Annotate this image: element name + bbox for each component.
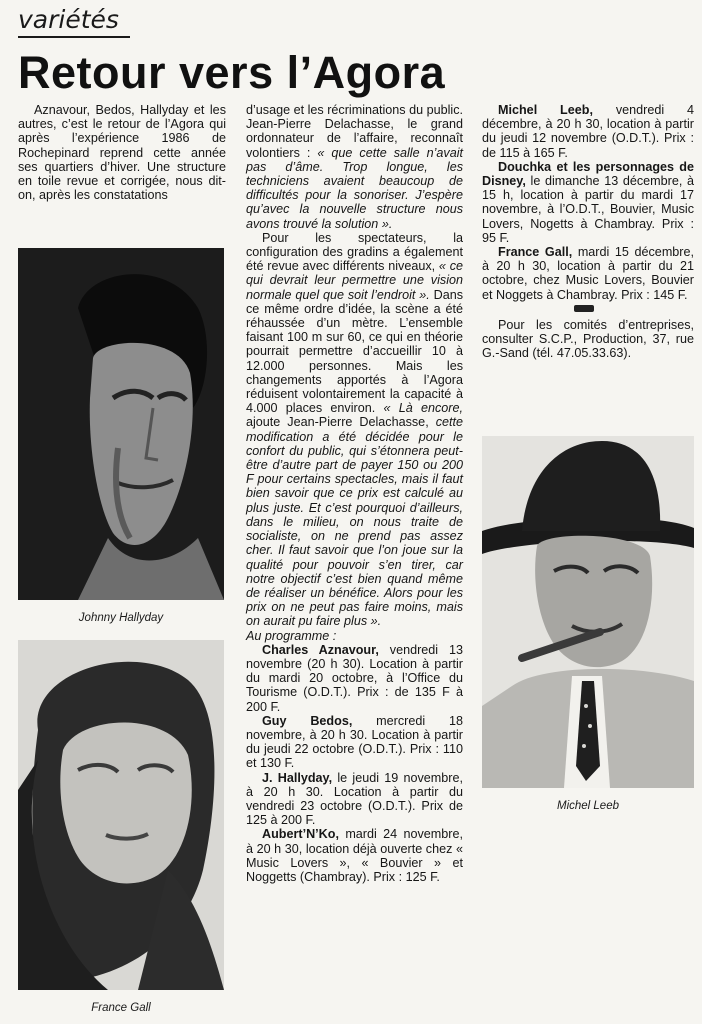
article-column-3 <box>482 103 694 361</box>
closing-paragraph: Pour les comités d’entreprises, consulter S.C.P., Production, 37, rue G.-Sand (tél. 47.05.33.63). <box>482 318 694 361</box>
listing-aznavour: Charles Aznavour, vendredi 13 novembre (20 h 30). Location à partir du mardi 20 octobre, à l’Office du Tourisme (O.D.T.). Prix : de 135 F à 200 F. <box>246 642 463 714</box>
photo-france-gall <box>18 640 224 990</box>
listing-michel-leeb: Michel Leeb, vendredi 4 décembre, à 20 h 30, location à partir du jeudi 12 novembre (O.D.T.). Prix : de 115 à 165 F. <box>482 103 695 160</box>
paragraph-spectateurs: Pour les spectateurs, la configuration des gradins a également été revue avec différents niveaux, « ce qui devrait leur permettre une vision normale quel que soit l’endroit ». Dans ce même ordre d’idée, la scène a été réhaussée d’un mètre. L’ensemble faisant 100 m sur 60, ce qui en théorie pourrait permettre d’accueillir 10 à 12.000 personnes. Mais les changements apportés à l’Agora réduisent volontairement la capacité à 4.000 places environ. « Là encore, ajoute Jean-Pierre Delachasse, cette modification a été décidée pour le confort du public, qui s’étonnera peut-être d’autre part de payer 150 ou 200 F pour certains spectacles, mais il faut bien savoir que ce prix est calculé au plus juste. Et c’est pourquoi d’ailleurs, dans le milieu, on nous traite de socialiste, on ne prend pas assez cher. Il faut savoir que l’on joue sur la qualité pour pouvoir s’en tirer, car notre objectif c’est bien quand même de réaliser un bénéfice. Alors pour les prix on ne peut pas faire moins, mais on aurait pu faire plus ». <box>246 230 464 629</box>
caption-france-gall: France Gall <box>91 1002 151 1014</box>
listing-hallyday: J. Hallyday, le jeudi 19 novembre, à 20 h 30. Location à partir du vendredi 23 octobre (O.D.T.). Prix de 125 à 200 F. <box>246 770 463 828</box>
photo-michel-leeb <box>482 436 694 788</box>
programme-label: Au programme : <box>246 628 337 643</box>
article-column-1 <box>18 103 226 202</box>
separator-mark <box>482 302 694 318</box>
caption-michel-leeb: Michel Leeb <box>556 800 619 812</box>
intro-paragraph: Aznavour, Bedos, Hallyday et les autres, c’est le retour de l’Agora qui après l’expérience 1986 de Rochepinard reprend cette année ses quartiers d’hiver. Une structure en toile revue et corrigée, nous dit-on, après les constatations <box>18 103 226 203</box>
photo-johnny-hallyday <box>18 248 224 600</box>
paragraph-delachasse: d’usage et les récriminations du public. Jean-Pierre Delachasse, le grand ordonnateur de l’affaire, reconnaît volontiers : « que cette salle n’avait pas d’âme. Trop longue, les techniciens avaient beaucoup de difficultés pour la sonoriser. J’espère qu’avec la nouvelle structure nous avons trouvé la solution ». <box>246 103 464 231</box>
listing-douchka: Douchka et les personnages de Disney, le dimanche 13 décembre, à 15 h, location à partir du mardi 17 novembre, à l’O.D.T., Bouvier, Music Lovers, Nogetts à Chambray. Prix : 95 F. <box>482 159 694 245</box>
caption-johnny-hallyday: Johnny Hallyday <box>78 612 164 624</box>
section-rubric: variétés <box>18 4 130 38</box>
article-headline: Retour vers l’Agora <box>18 47 446 98</box>
article-column-2 <box>246 103 463 884</box>
listing-france-gall: France Gall, mardi 15 décembre, à 20 h 30, location à partir du 21 octobre, chez Music Lovers, Bouvier et Noggets à Chambray. Prix : 145 F. <box>482 245 695 302</box>
listing-bedos: Guy Bedos, mercredi 18 novembre, à 20 h 30. Location à partir du jeudi 22 octobre (O.D.T.). Prix : 110 et 130 F. <box>246 713 464 771</box>
listing-aubert-nko: Aubert’N’Ko, mardi 24 novembre, à 20 h 30, location déjà ouverte chez « Music Lovers », « Bouvier » et Noggetts (Chambray). Prix : 125 F. <box>246 827 463 884</box>
